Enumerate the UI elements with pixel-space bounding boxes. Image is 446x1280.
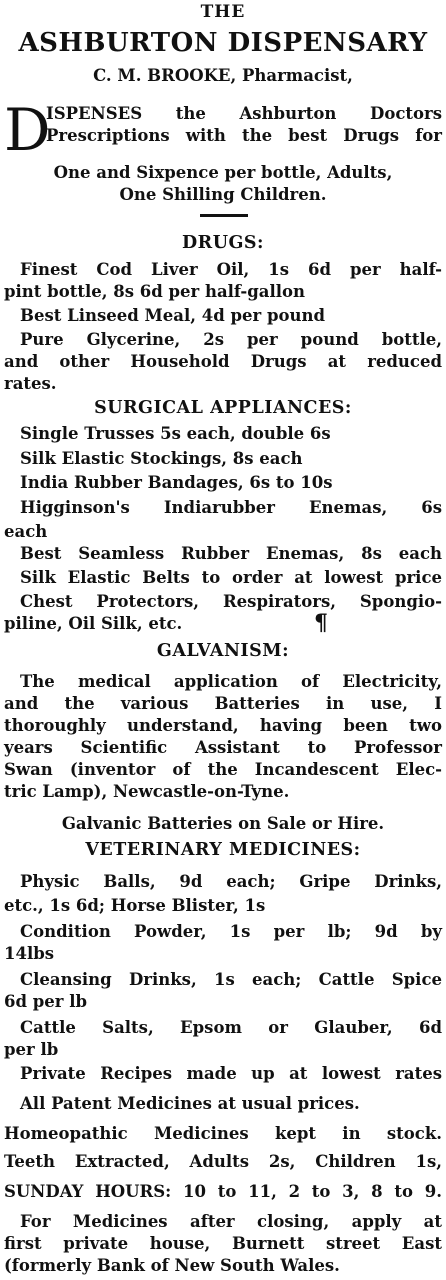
title-the: THE [200,2,246,22]
intro-dropcap: D [4,96,51,164]
drugs-line-5: and other Household Drugs at reduced [4,352,442,371]
drugs-line-6: rates. [4,374,57,393]
galvanic-batteries-line: Galvanic Batteries on Sale or Hire. [61,814,385,833]
drugs-heading: DRUGS: [181,233,265,253]
galvanism-heading: GALVANISM: [156,641,290,661]
surgical-heading: SURGICAL APPLIANCES: [94,398,352,418]
galvanism-line-3: thoroughly understand, having been two [4,716,442,735]
intro-line-2: Prescriptions with the best Drugs for [46,126,442,145]
surgical-line-6: Best Seamless Rubber Enemas, 8s each [20,544,442,563]
homeopathic-line: Homeopathic Medicines kept in stock. [4,1124,442,1143]
surgical-line-3: India Rubber Bandages, 6s to 10s [20,473,333,492]
intro-line-1: ISPENSES the Ashburton Doctors [46,104,442,123]
surgical-line-9: piline, Oil Silk, etc. [4,614,183,633]
pilcrow-mark: ¶ [314,610,328,636]
intro-line-4: One Shilling Children. [119,185,327,204]
galvanism-line-1: The medical application of Electricity, [20,672,442,691]
drugs-line-2: pint bottle, 8s 6d per half-gallon [4,282,306,301]
veterinary-line-7: Cattle Salts, Epsom or Glauber, 6d [20,1018,442,1037]
proprietor-line: C. M. BROOKE, Pharmacist, [93,66,353,85]
veterinary-line-6: 6d per lb [4,992,88,1011]
veterinary-line-8: per lb [4,1040,59,1059]
teeth-extracted-line: Teeth Extracted, Adults 2s, Children 1s, [4,1152,442,1171]
surgical-line-5: each [4,522,48,541]
veterinary-line-1: Physic Balls, 9d each; Gripe Drinks, [20,872,442,891]
galvanism-line-6: tric Lamp), Newcastle-on-Tyne. [4,782,290,801]
surgical-line-8: Chest Protectors, Respirators, Spongio- [20,592,442,611]
drugs-line-3: Best Linseed Meal, 4d per pound [20,306,326,325]
intro-line-3: One and Sixpence per bottle, Adults, [53,163,393,182]
veterinary-line-3: Condition Powder, 1s per lb; 9d by [20,922,442,941]
surgical-line-7: Silk Elastic Belts to order at lowest price [20,568,442,587]
patent-medicines-line: All Patent Medicines at usual prices. [20,1094,360,1113]
galvanism-line-2: and the various Batteries in use, I [4,694,442,713]
after-closing-line-1: For Medicines after closing, apply at [20,1212,442,1231]
surgical-line-1: Single Trusses 5s each, double 6s [20,424,331,443]
after-closing-line-2: first private house, Burnett street East [4,1234,442,1253]
surgical-line-2: Silk Elastic Stockings, 8s each [20,449,303,468]
sunday-hours-line: SUNDAY HOURS: 10 to 11, 2 to 3, 8 to 9. [4,1182,442,1201]
veterinary-line-4: 14lbs [4,944,55,963]
veterinary-line-2: etc., 1s 6d; Horse Blister, 1s [4,896,266,915]
veterinary-heading: VETERINARY MEDICINES: [85,840,361,860]
galvanism-line-5: Swan (inventor of the Incandescent Elec- [4,760,442,779]
drugs-line-1: Finest Cod Liver Oil, 1s 6d per half- [20,260,442,279]
private-recipes-line: Private Recipes made up at lowest rates [20,1064,442,1083]
veterinary-line-5: Cleansing Drinks, 1s each; Cattle Spice [20,970,442,989]
surgical-line-4: Higginson's Indiarubber Enemas, 6s [20,498,442,517]
title-ashburton-dispensary: ASHBURTON DISPENSARY [18,28,428,58]
after-closing-line-3: (formerly Bank of New South Wales. [4,1256,340,1275]
section-divider [200,214,248,217]
drugs-line-4: Pure Glycerine, 2s per pound bottle, [20,330,442,349]
galvanism-line-4: years Scientific Assistant to Professor [4,738,442,757]
